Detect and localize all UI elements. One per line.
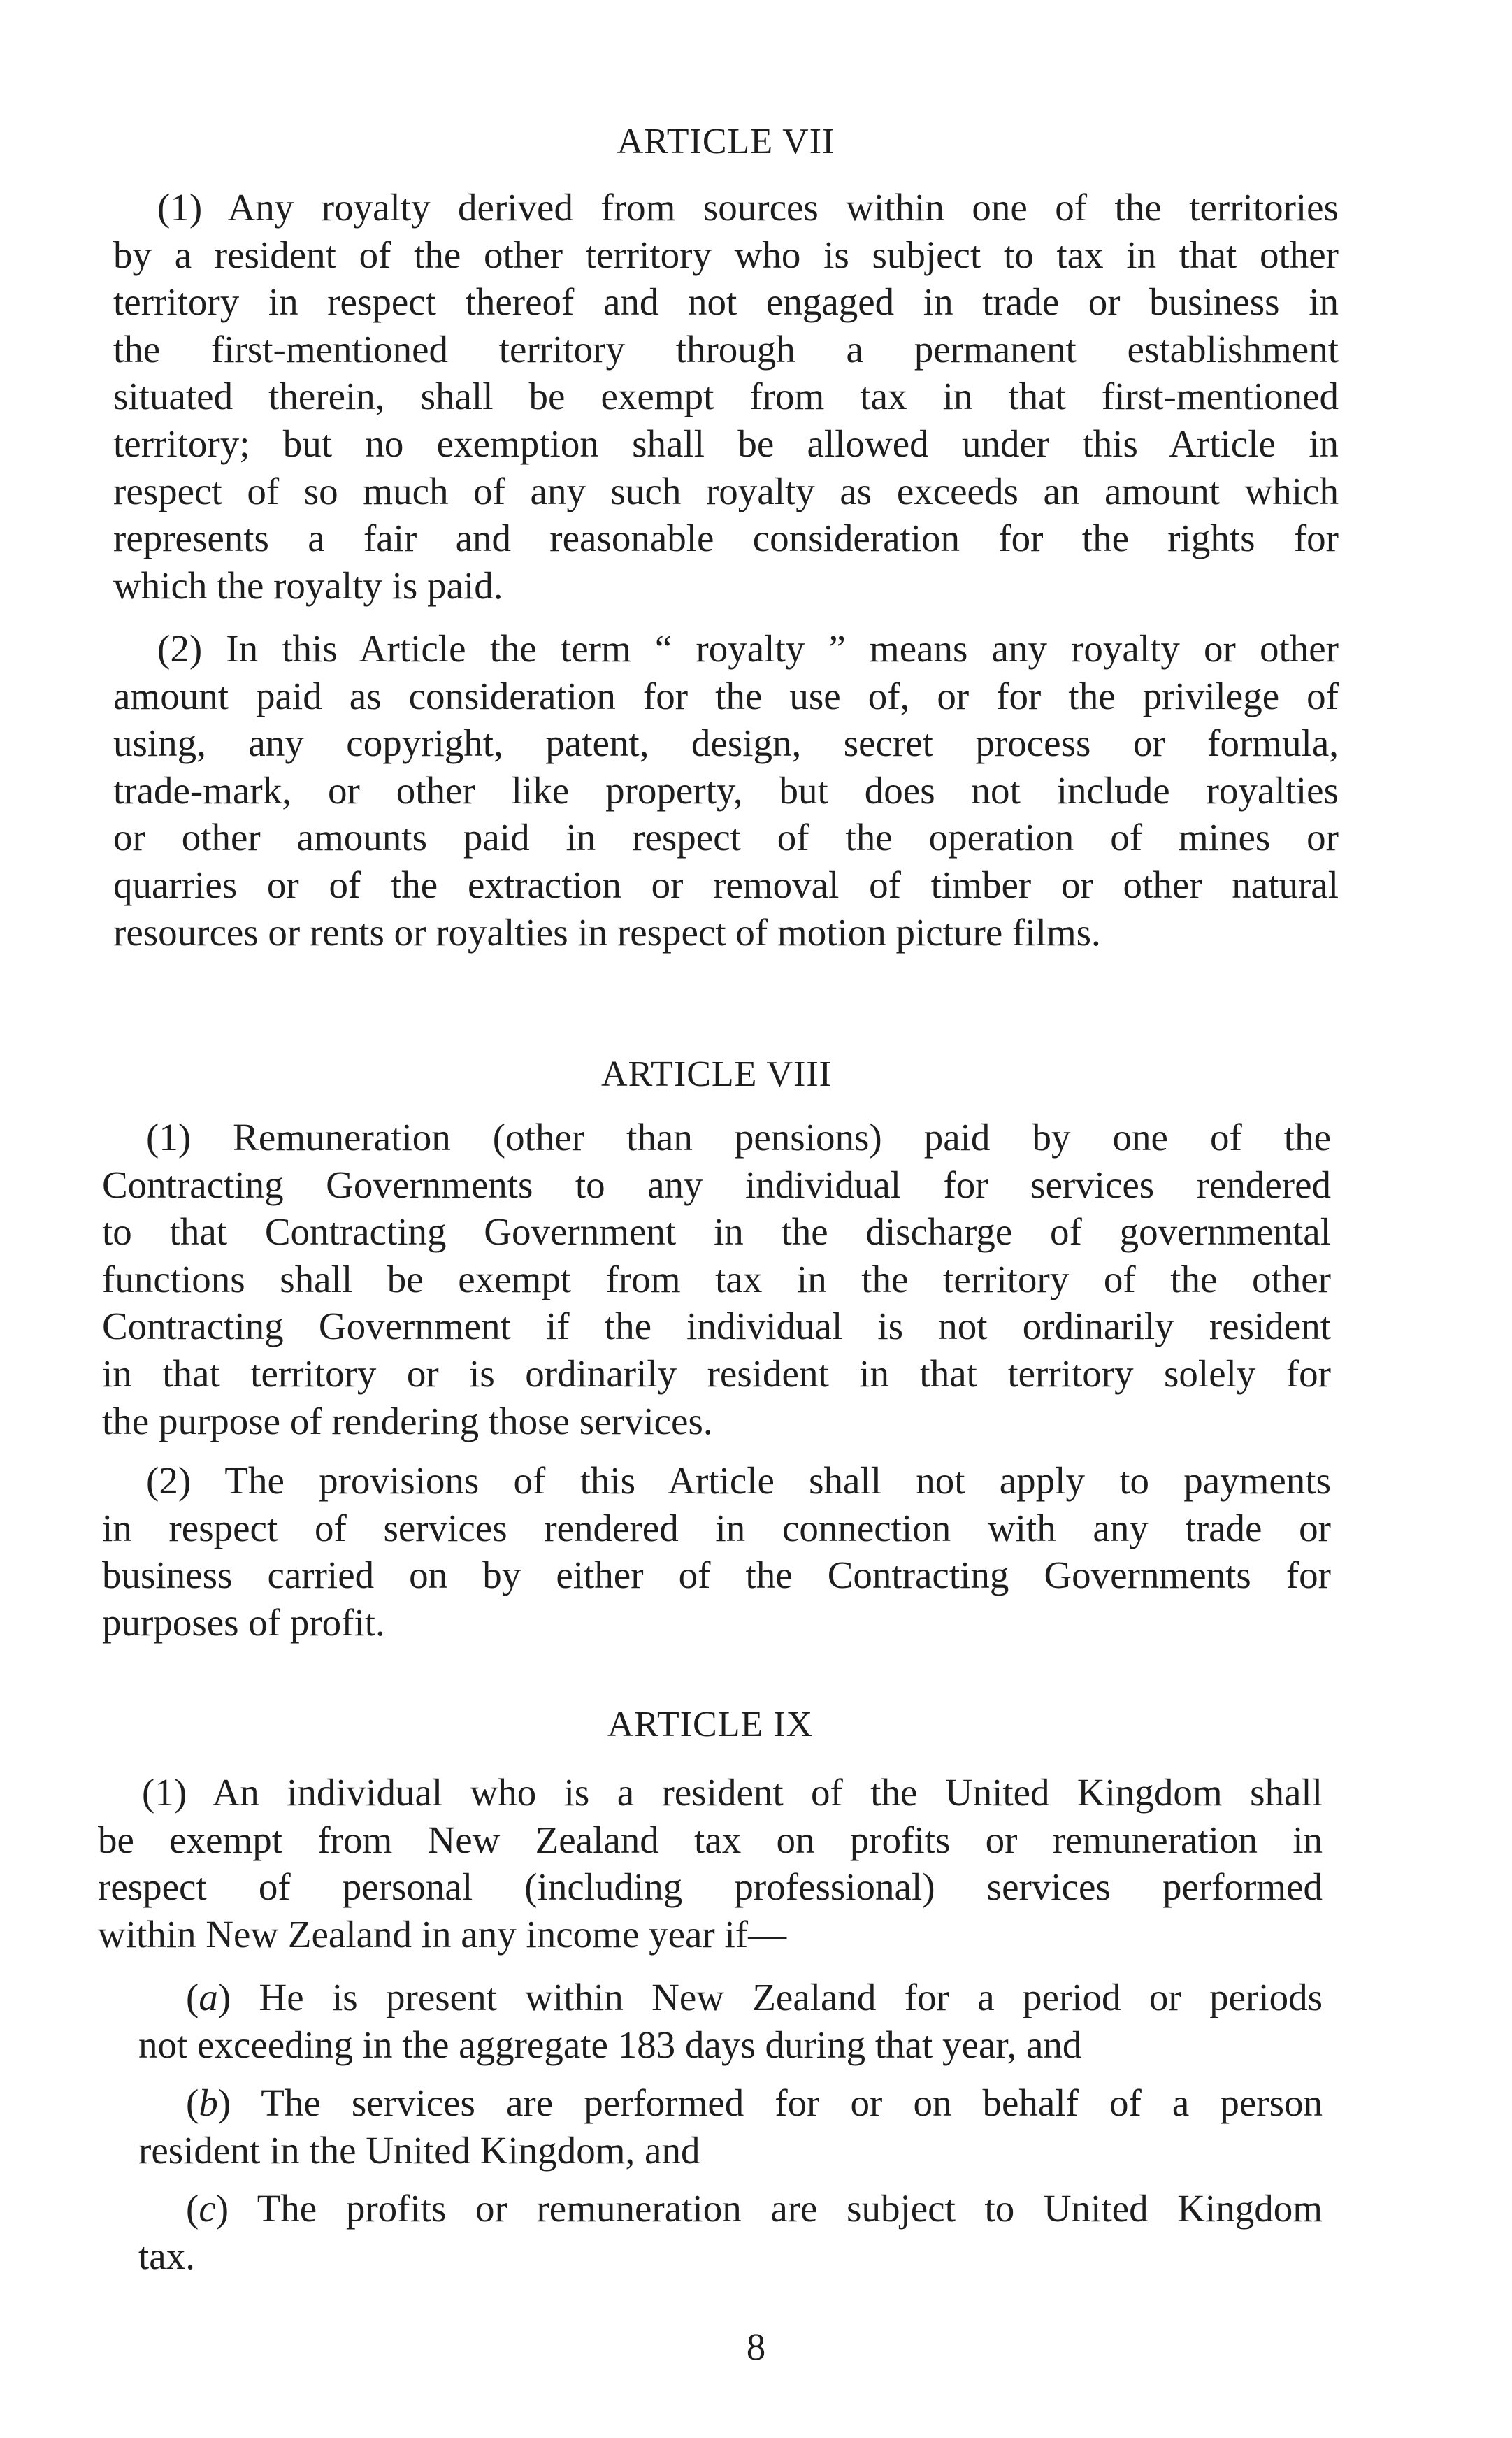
article-ix-item-a [138,1974,1323,2068]
text-line: (1) Remuneration (other than pensions) paid by one of the [146,1116,1331,1159]
text-line: amount paid as consideration for the use of, or for the privilege of [113,674,1339,717]
article-viii-para-2 [102,1457,1331,1646]
text-line: to that Contracting Government in the discharge of governmental [102,1210,1331,1254]
text-line: respect of personal (including professional) services performed [98,1865,1323,1909]
text-line: quarries or of the extraction or removal of timber or other natural [113,863,1339,906]
text-line [138,1974,1323,2021]
article-vii-heading: ARTICLE VII [617,122,835,162]
article-viii-para-1 [102,1114,1331,1444]
text-line: business carried on by either of the Contracting Governments for [102,1554,1331,1597]
text-line: (1) Any royalty derived from sources within one of the territories [157,186,1339,229]
item-marker-letter: c [199,2187,216,2230]
text-line: represents a fair and reasonable consideration for the rights for [113,517,1339,560]
article-ix-item-b [138,2079,1323,2174]
article-ix-para-1 [98,1769,1323,1958]
text-line: purposes of profit. [102,1600,385,1644]
text-line: respect of so much of any such royalty as exceeds an amount which [113,469,1339,512]
text-line: Contracting Government if the individual is not ordinarily resident [102,1305,1331,1348]
text-line [138,2185,1323,2232]
text-line: Contracting Governments to any individual for services rendered [102,1163,1331,1206]
text-line: tax. [138,2234,195,2277]
text-line: (2) In this Article the term “ royalty ” means any royalty or other [157,627,1339,670]
text-line: the purpose of rendering those services. [102,1399,713,1442]
item-text: The services are performed for or on behalf of a person [261,2081,1323,2124]
article-vii-para-2 [113,625,1339,956]
text-line: territory in respect thereof and not engaged in trade or business in [113,280,1339,324]
text-line: in respect of services rendered in connection with any trade or [102,1506,1331,1549]
text-line: the first-mentioned territory through a permanent establishment [113,327,1339,371]
article-ix-heading: ARTICLE IX [607,1705,814,1744]
text-line: (2) The provisions of this Article shall not apply to payments [146,1459,1331,1502]
item-marker: (b) [186,2081,261,2124]
article-vii-para-1 [113,184,1339,609]
item-text: The profits or remuneration are subject to United Kingdom [257,2187,1323,2230]
text-line: be exempt from New Zealand tax on profits or remuneration in [98,1818,1323,1861]
item-text: He is present within New Zealand for a period or periods [259,1976,1323,2018]
text-line: situated therein, shall be exempt from tax in that first-mentioned [113,375,1339,418]
text-line: which the royalty is paid. [113,564,503,607]
item-marker-letter: b [199,2081,218,2124]
text-line [138,2079,1323,2127]
text-line: trade-mark, or other like property, but does not include royalties [113,768,1339,812]
text-line: not exceeding in the aggregate 183 days during that year, and [138,2023,1082,2066]
item-marker: (c) [186,2187,257,2230]
text-line: or other amounts paid in respect of the operation of mines or [113,816,1339,859]
text-line: resources or rents or royalties in respect of motion picture films. [113,910,1101,954]
article-viii-heading: ARTICLE VIII [601,1054,832,1094]
text-line: by a resident of the other territory who is subject to tax in that other [113,233,1339,276]
page-number: 8 [746,2325,766,2368]
text-line: in that territory or is ordinarily resident in that territory solely for [102,1351,1331,1395]
text-line: within New Zealand in any income year if— [98,1912,787,1956]
text-line: using, any copyright, patent, design, secret process or formula, [113,722,1339,765]
text-line: (1) An individual who is a resident of the United Kingdom shall [142,1771,1323,1814]
item-marker: (a) [186,1976,259,2018]
text-line: functions shall be exempt from tax in the territory of the other [102,1257,1331,1300]
text-line: territory; but no exemption shall be allowed under this Article in [113,422,1339,465]
article-ix-item-c [138,2185,1323,2279]
text-line: resident in the United Kingdom, and [138,2128,700,2172]
item-marker-letter: a [199,1976,218,2018]
